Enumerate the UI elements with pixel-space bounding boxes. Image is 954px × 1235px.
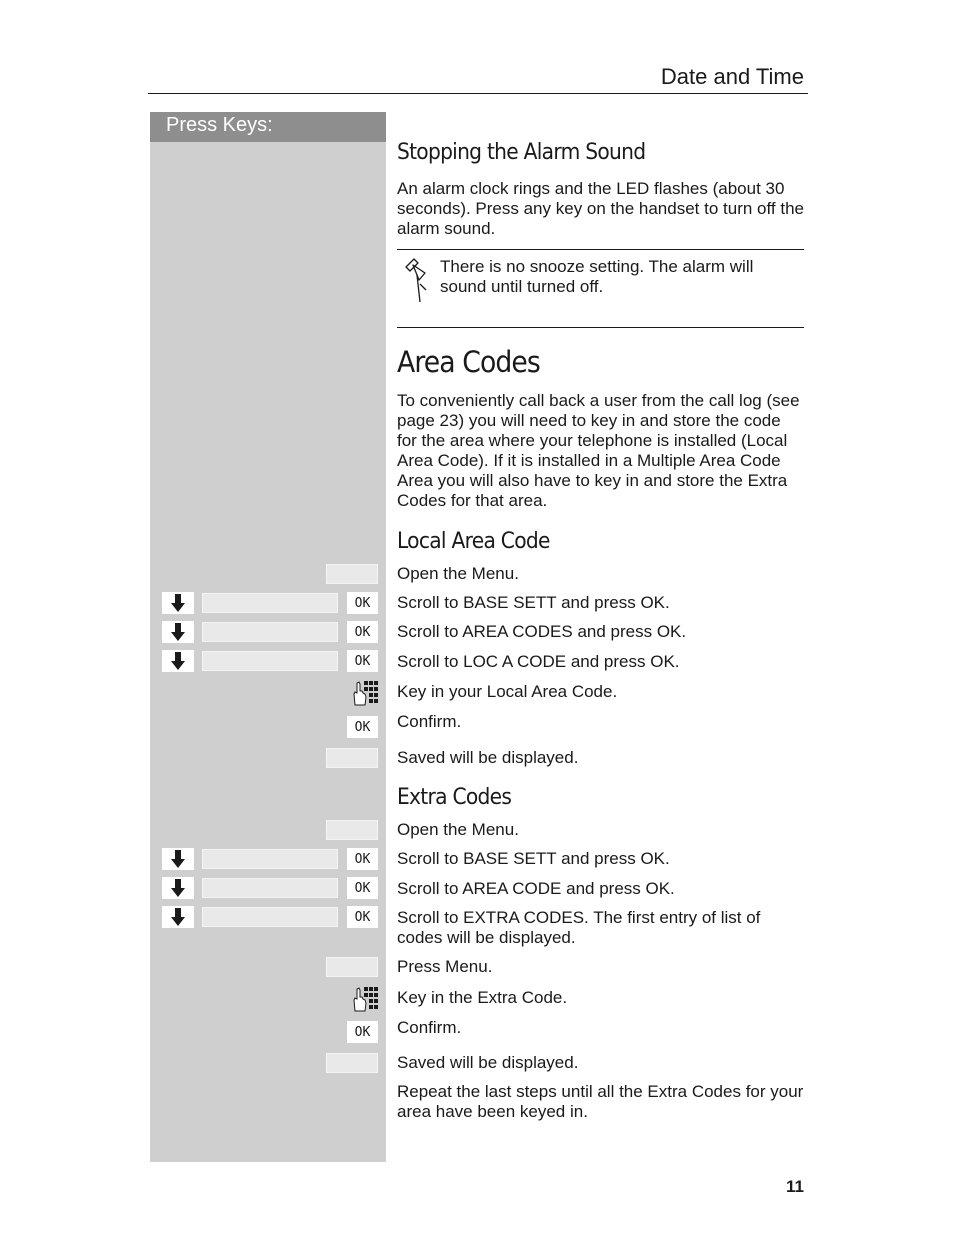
local-step-6: Confirm. [397, 712, 462, 731]
arrow-down-icon [162, 877, 194, 899]
local-step-3: Scroll to AREA CODES and press OK. [397, 622, 687, 641]
pushpin-icon [403, 256, 433, 304]
stopping-alarm-text: An alarm clock rings and the LED flashes (about 30 seconds). Press any key on the handset to turn off the alarm sound. [397, 179, 804, 238]
snooze-note: There is no snooze setting. The alarm will sound until turned off. [440, 257, 754, 296]
heading-stopping-alarm: Stopping the Alarm Sound [397, 140, 646, 165]
keypad-hand-icon [351, 986, 379, 1012]
menu-key [326, 564, 378, 584]
area-codes-text: To conveniently call back a user from the call log (see page 23) you will need to key in and store the code for the area where your telephone is installed (Local Area Code). If it is installed in a Multiple Area Code Area you will also have to key in and store the Extra Codes for that area. [397, 391, 800, 510]
keypad-hand-icon [351, 680, 379, 706]
ok-key: OK [347, 906, 378, 928]
ok-key: OK [347, 848, 378, 870]
note-top-rule [397, 249, 804, 250]
heading-extra-codes: Extra Codes [397, 785, 512, 810]
extra-step-8: Saved will be displayed. [397, 1053, 579, 1072]
extra-codes-closing: Repeat the last steps until all the Extra Codes for your area have been keyed in. [397, 1082, 804, 1121]
header-rule [148, 93, 808, 94]
local-step-7: Saved will be displayed. [397, 748, 579, 767]
ok-key: OK [347, 650, 378, 672]
local-step-5: Key in your Local Area Code. [397, 682, 618, 701]
ok-key: OK [347, 621, 378, 643]
ok-key: OK [347, 877, 378, 899]
running-header: Date and Time [660, 64, 804, 89]
heading-local-area-code: Local Area Code [397, 529, 550, 554]
ok-key: OK [347, 592, 378, 614]
arrow-down-icon [162, 848, 194, 870]
arrow-down-icon [162, 906, 194, 928]
arrow-down-icon [162, 621, 194, 643]
extra-step-7: Confirm. [397, 1018, 462, 1037]
note-bottom-rule [397, 327, 804, 328]
ok-key: OK [347, 1021, 378, 1043]
extra-step-6: Key in the Extra Code. [397, 988, 568, 1007]
local-step-1: Open the Menu. [397, 564, 519, 583]
local-step-2: Scroll to BASE SETT and press OK. [397, 593, 670, 612]
display-key [326, 1053, 378, 1073]
display-bar [202, 593, 338, 613]
extra-step-1: Open the Menu. [397, 820, 519, 839]
display-key [326, 748, 378, 768]
heading-area-codes: Area Codes [397, 345, 540, 379]
extra-step-2: Scroll to BASE SETT and press OK. [397, 849, 670, 868]
display-bar [202, 651, 338, 671]
extra-step-5: Press Menu. [397, 957, 493, 976]
arrow-down-icon [162, 650, 194, 672]
display-bar [202, 907, 338, 927]
menu-key [326, 820, 378, 840]
display-bar [202, 878, 338, 898]
extra-step-4: Scroll to EXTRA CODES. The first entry of list of codes will be displayed. [397, 908, 761, 947]
page-number: 11 [786, 1177, 804, 1196]
display-bar [202, 849, 338, 869]
display-bar [202, 622, 338, 642]
local-step-4: Scroll to LOC A CODE and press OK. [397, 652, 680, 671]
ok-key: OK [347, 716, 378, 738]
menu-key [326, 957, 378, 977]
extra-step-3: Scroll to AREA CODE and press OK. [397, 879, 675, 898]
arrow-down-icon [162, 592, 194, 614]
press-keys-label: Press Keys: [166, 114, 273, 136]
